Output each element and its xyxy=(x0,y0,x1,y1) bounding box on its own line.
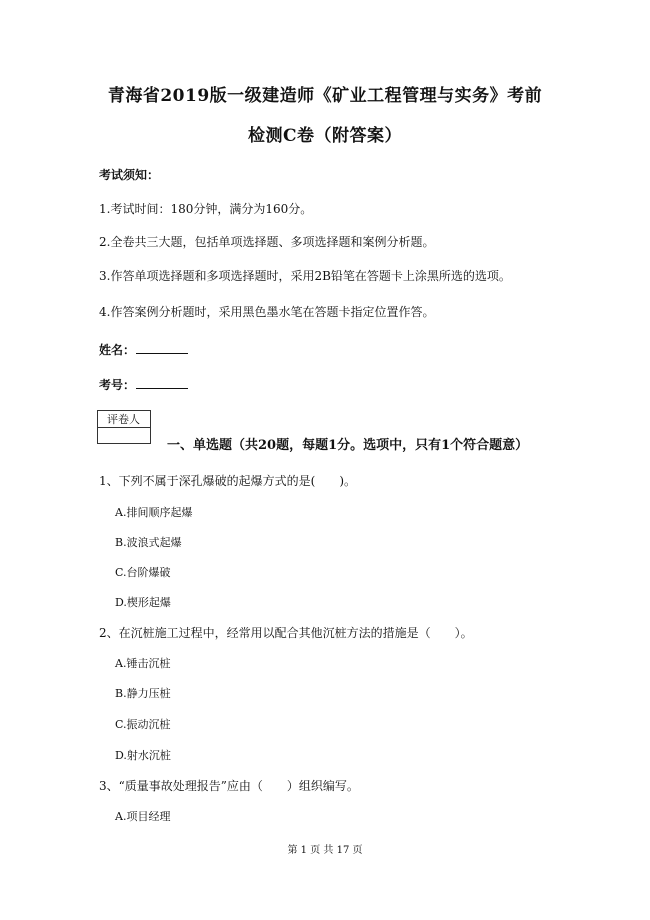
notice-item: 4.作答案例分析题时，采用黑色墨水笔在答题卡指定位置作答。 xyxy=(99,305,435,319)
page-footer: 第 1 页 共 17 页 xyxy=(287,845,363,856)
question-2-option-c: C.振动沉桩 xyxy=(115,718,171,731)
document-title-line2: 检测C卷（附答案） xyxy=(247,126,403,146)
name-blank[interactable] xyxy=(136,342,188,354)
grader-box xyxy=(97,410,151,444)
question-2-option-b: B.静力压桩 xyxy=(115,687,171,700)
question-1-option-d: D.楔形起爆 xyxy=(115,596,171,609)
grader-label: 评卷人 xyxy=(98,411,150,428)
notice-heading: 考试须知： xyxy=(99,168,160,182)
question-1-option-c: C.台阶爆破 xyxy=(115,566,171,579)
notice-item: 3.作答单项选择题和多项选择题时，采用2B铅笔在答题卡上涂黑所选的选项。 xyxy=(99,269,511,283)
name-label: 姓名： xyxy=(99,343,136,357)
question-2: 2、在沉桩施工过程中，经常用以配合其他沉桩方法的措施是（ ）。 xyxy=(99,626,473,640)
notice-item: 1.考试时间：180分钟，满分为160分。 xyxy=(99,202,313,216)
question-1-option-b: B.波浪式起爆 xyxy=(115,536,182,549)
question-3-option-a: A.项目经理 xyxy=(115,810,171,823)
document-title-line1: 青海省2019版一级建造师《矿业工程管理与实务》考前 xyxy=(107,86,543,106)
notice-item: 2.全卷共三大题，包括单项选择题、多项选择题和案例分析题。 xyxy=(99,235,435,249)
question-1: 1、下列不属于深孔爆破的起爆方式的是( )。 xyxy=(99,474,356,488)
name-field xyxy=(99,341,188,358)
section-title: 一、单选题（共20题，每题1分。选项中，只有1个符合题意） xyxy=(167,438,529,453)
question-3: 3、“质量事故处理报告”应由（ ）组织编写。 xyxy=(99,779,359,793)
question-2-option-a: A.锤击沉桩 xyxy=(115,657,171,670)
exam-number-label: 考号： xyxy=(99,378,136,392)
exam-number-blank[interactable] xyxy=(136,377,188,389)
question-2-option-d: D.射水沉桩 xyxy=(115,749,171,762)
exam-number-field xyxy=(99,376,188,393)
question-1-option-a: A.排间顺序起爆 xyxy=(115,506,193,519)
